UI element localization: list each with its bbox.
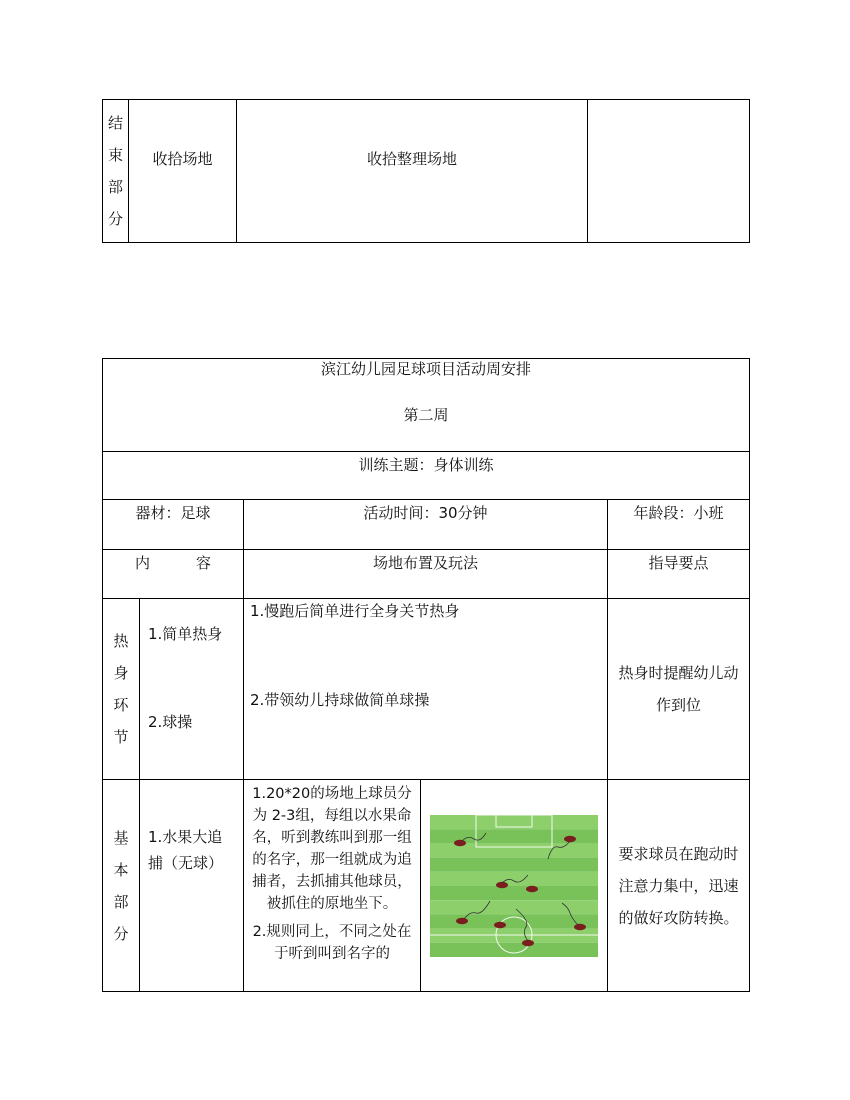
header-guidance: 指导要点 (608, 550, 750, 599)
training-topic: 训练主题：身体训练 (103, 452, 750, 500)
field-diagram-cell (421, 780, 608, 992)
player-marker (494, 921, 506, 927)
warmup-label: 热 身 环 节 (103, 599, 140, 780)
basic-desc-2: 2.规则同上，不同之处在于听到叫到名字的 (252, 924, 412, 962)
warmup-item-2: 2.球操 (148, 713, 193, 731)
equipment: 器材：足球 (103, 500, 244, 550)
warmup-desc (244, 599, 608, 780)
warmup-item-1: 1.简单热身 (148, 625, 223, 643)
basic-label: 基 本 部 分 (103, 780, 140, 992)
schedule-table (102, 358, 750, 992)
header-content: 内 容 (103, 550, 244, 599)
player-marker (456, 917, 468, 923)
warmup-items (140, 599, 244, 780)
end-section-detail: 收拾整理场地 (237, 100, 588, 243)
schedule-title: 滨江幼儿园足球项目活动周安排 (320, 360, 531, 378)
warmup-desc-1: 1.慢跑后简单进行全身关节热身 (250, 602, 460, 620)
end-section-content: 收拾场地 (129, 100, 237, 243)
player-marker (526, 885, 538, 891)
pitch-stripe (430, 928, 598, 942)
warmup-desc-2: 2.带领幼儿持球做简单球操 (250, 691, 430, 709)
pitch-stripe (430, 857, 598, 871)
soccer-field-diagram (430, 815, 598, 957)
age-group: 年龄段：小班 (608, 500, 750, 550)
player-marker (574, 923, 586, 929)
duration: 活动时间：30分钟 (244, 500, 608, 550)
pitch-stripe (430, 843, 598, 857)
basic-desc (244, 780, 421, 992)
header-layout: 场地布置及玩法 (244, 550, 608, 599)
basic-note: 要求球员在跑动时注意力集中，迅速的做好攻防转换。 (608, 780, 750, 992)
end-section-label: 结 束 部 分 (103, 100, 129, 243)
pitch-stripe (430, 871, 598, 885)
schedule-week: 第二周 (403, 406, 449, 424)
player-marker (454, 839, 466, 845)
pitch-stripe (430, 900, 598, 914)
basic-item-1: 1.水果大追捕（无球） (140, 780, 244, 992)
end-section-table (102, 99, 750, 243)
end-section-note (588, 100, 750, 243)
schedule-title-cell (103, 359, 750, 452)
basic-desc-1: 1.20*20的场地上球员分为 2-3组，每组以水果命名，听到教练叫到那一组的名字，那一组就成为追捕者，去抓捕其他球员，被抓住的原地坐下。 (252, 786, 412, 912)
pitch-stripe (430, 886, 598, 900)
pitch-stripe (430, 942, 598, 956)
warmup-note: 热身时提醒幼儿动作到位 (608, 599, 750, 780)
